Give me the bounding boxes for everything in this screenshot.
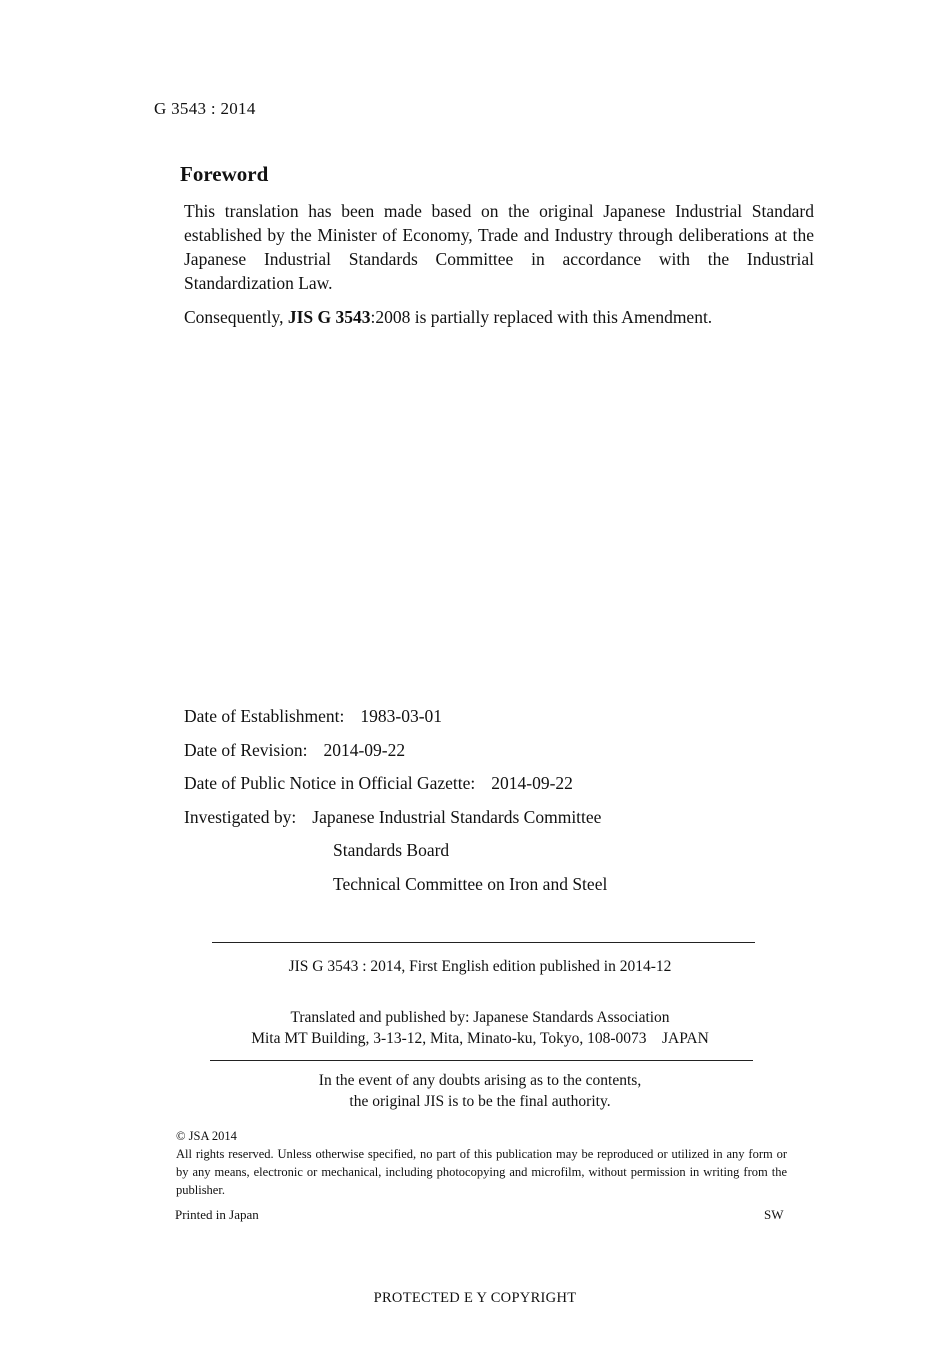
doubts-line-2: the original JIS is to be the final authority. xyxy=(349,1093,611,1110)
investigated-line-3: Technical Committee on Iron and Steel xyxy=(333,874,608,894)
establishment-row xyxy=(184,706,442,727)
doubts-line-1: In the event of any doubts arising as to the contents, xyxy=(318,1072,642,1089)
rights-statement: All rights reserved. Unless otherwise specified, no part of this publication may be reproduced or utilized in any form or by any means, electronic or mechanical, including photocopying and microfilm, without permission in writing from the publisher. xyxy=(176,1147,787,1197)
investigated-label: Investigated by: xyxy=(184,807,297,827)
foreword-paragraph-2 xyxy=(184,305,814,329)
bottom-divider xyxy=(210,1060,753,1061)
standard-number-header: G 3543 : 2014 xyxy=(154,99,256,118)
p2-before: Consequently, xyxy=(184,307,284,327)
top-divider xyxy=(212,942,755,943)
gazette-value: 2014-09-22 xyxy=(491,773,573,793)
gazette-label: Date of Public Notice in Official Gazette: xyxy=(184,773,476,793)
revision-label: Date of Revision: xyxy=(184,740,308,760)
printed-in: Printed in Japan xyxy=(175,1207,259,1222)
doubts-block xyxy=(180,1070,780,1112)
edition-line: JIS G 3543 : 2014, First English edition published in 2014-12 xyxy=(288,958,672,975)
investigated-line-2: Standards Board xyxy=(333,840,450,860)
publisher-line-2: Mita MT Building, 3-13-12, Mita, Minato-ku, Tokyo, 108-0073 JAPAN xyxy=(251,1030,709,1047)
establishment-value: 1983-03-01 xyxy=(360,706,443,726)
establishment-label: Date of Establishment: xyxy=(184,706,345,726)
revision-row xyxy=(184,740,405,761)
foreword-paragraph-1: This translation has been made based on the original Japanese Industrial Standard established by the Minister of Economy, Trade and Industry through deliberations at the Japanese Industrial Standards Committee in accordance with the Industrial Standardization Law. xyxy=(184,201,814,293)
p2-standard-ref: JIS G 3543 xyxy=(287,307,371,327)
gazette-row xyxy=(184,773,573,794)
printer-code: SW xyxy=(764,1207,784,1222)
foreword-title: Foreword xyxy=(180,162,269,186)
publisher-line-1: Translated and published by: Japanese Standards Association xyxy=(290,1009,670,1026)
copyright-watermark: PROTECTED E Y COPYRIGHT xyxy=(373,1290,577,1306)
copyright-notice: © JSA 2014 xyxy=(176,1129,237,1143)
p2-after: :2008 is partially replaced with this Amendment. xyxy=(370,307,713,327)
revision-value: 2014-09-22 xyxy=(323,740,406,760)
publisher-block xyxy=(180,1007,780,1049)
investigated-line-1: Japanese Industrial Standards Committee xyxy=(312,807,602,827)
investigated-row xyxy=(184,807,601,828)
